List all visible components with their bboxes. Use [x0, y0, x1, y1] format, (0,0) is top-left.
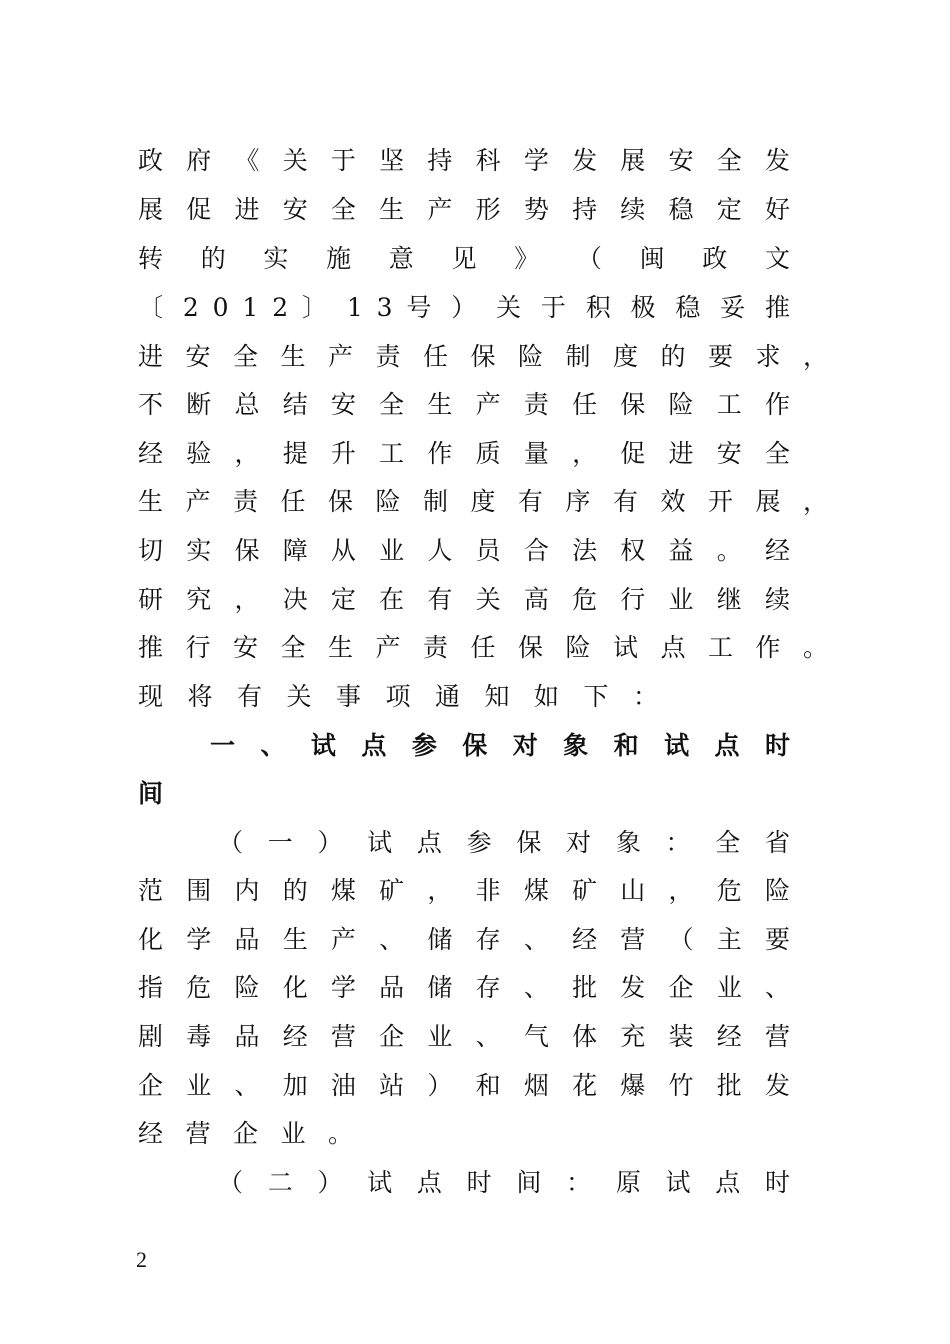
- body-text-line: 研​ 究​ ，​ 决​ 定​ 在​ 有​ 关​ 高​ 危​ 行​ 业​ 继​ 续: [138, 585, 790, 614]
- body-text-line: 经​ 营​ 企​ 业​ 。: [138, 1119, 353, 1148]
- body-text-line: 政​ 府​ 《​ 关​ 于​ 坚​ 持​ 科​ 学​ 发​ 展​ 安​ 全​ 发: [138, 146, 790, 175]
- body-text-line: 切​ 实​ 保​ 障​ 从​ 业​ 人​ 员​ 合​ 法​ 权​ 益​ 。​ 经: [138, 536, 790, 565]
- subsection-text-line: （​ 二​ ）​ 试​ 点​ 时​ 间​ ：​ 原​ 试​ 点​ 时: [218, 1168, 790, 1197]
- body-text-line: 现​ 将​ 有​ 关​ 事​ 项​ 通​ 知​ 如​ 下​ ：: [138, 682, 658, 711]
- body-text-line: 展​ 促​ 进​ 安​ 全​ 生​ 产​ 形​ 势​ 持​ 续​ 稳​ 定​ 好: [138, 195, 790, 224]
- body-text-line: 企​ 业​ 、​ 加​ 油​ 站​ ）​ 和​ 烟​ 花​ 爆​ 竹​ 批​ 发: [138, 1071, 790, 1100]
- body-text-line: 推​ 行​ 安​ 全​ 生​ 产​ 责​ 任​ 保​ 险​ 试​ 点​ 工​ 作​ 。: [138, 633, 828, 662]
- body-text-line: 生​ 产​ 责​ 任​ 保​ 险​ 制​ 度​ 有​ 序​ 有​ 效​ 开​ 展​ ，: [138, 487, 828, 516]
- body-text-line: 转​ 的​ 实​ 施​ 意​ 见​ 》​ （​ 闽​ 政​ 文: [138, 244, 790, 273]
- body-text-line: 进​ 安​ 全​ 生​ 产​ 责​ 任​ 保​ 险​ 制​ 度​ 的​ 要​ 求​ ，: [138, 342, 828, 371]
- body-text-line: 经​ 验​ ，​ 提​ 升​ 工​ 作​ 质​ 量​ ，​ 促​ 进​ 安​ 全: [138, 439, 790, 468]
- section-heading-continuation: 间: [138, 779, 164, 808]
- body-text-line: 不​ 断​ 总​ 结​ 安​ 全​ 生​ 产​ 责​ 任​ 保​ 险​ 工​ 作: [138, 390, 790, 419]
- section-heading: 一​ 、​ 试​ 点​ 参​ 保​ 对​ 象​ 和​ 试​ 点​ 时: [210, 731, 790, 760]
- body-text-line: 剧​ 毒​ 品​ 经​ 营​ 企​ 业​ 、​ 气​ 体​ 充​ 装​ 经​ 营: [138, 1022, 790, 1051]
- body-text-line: 化​ 学​ 品​ 生​ 产​ 、​ 储​ 存​ 、​ 经​ 营​ （​ 主​ 要: [138, 925, 790, 954]
- body-text-line: 〔​ 2​ 0​ 1​ 2​ 〕​ 1​ 3​ 号​ ）​ 关​ 于​ 积​ 极​ 稳​ 妥​ 推: [138, 293, 790, 322]
- page-number: 2: [136, 1247, 147, 1272]
- body-text-line: 指​ 危​ 险​ 化​ 学​ 品​ 储​ 存​ 、​ 批​ 发​ 企​ 业​ 、: [138, 973, 790, 1002]
- subsection-text-line: （​ 一​ ）​ 试​ 点​ 参​ 保​ 对​ 象​ ：​ 全​ 省: [218, 828, 790, 857]
- body-text-line: 范​ 围​ 内​ 的​ 煤​ 矿​ ，​ 非​ 煤​ 矿​ 山​ ，​ 危​ 险: [138, 876, 790, 905]
